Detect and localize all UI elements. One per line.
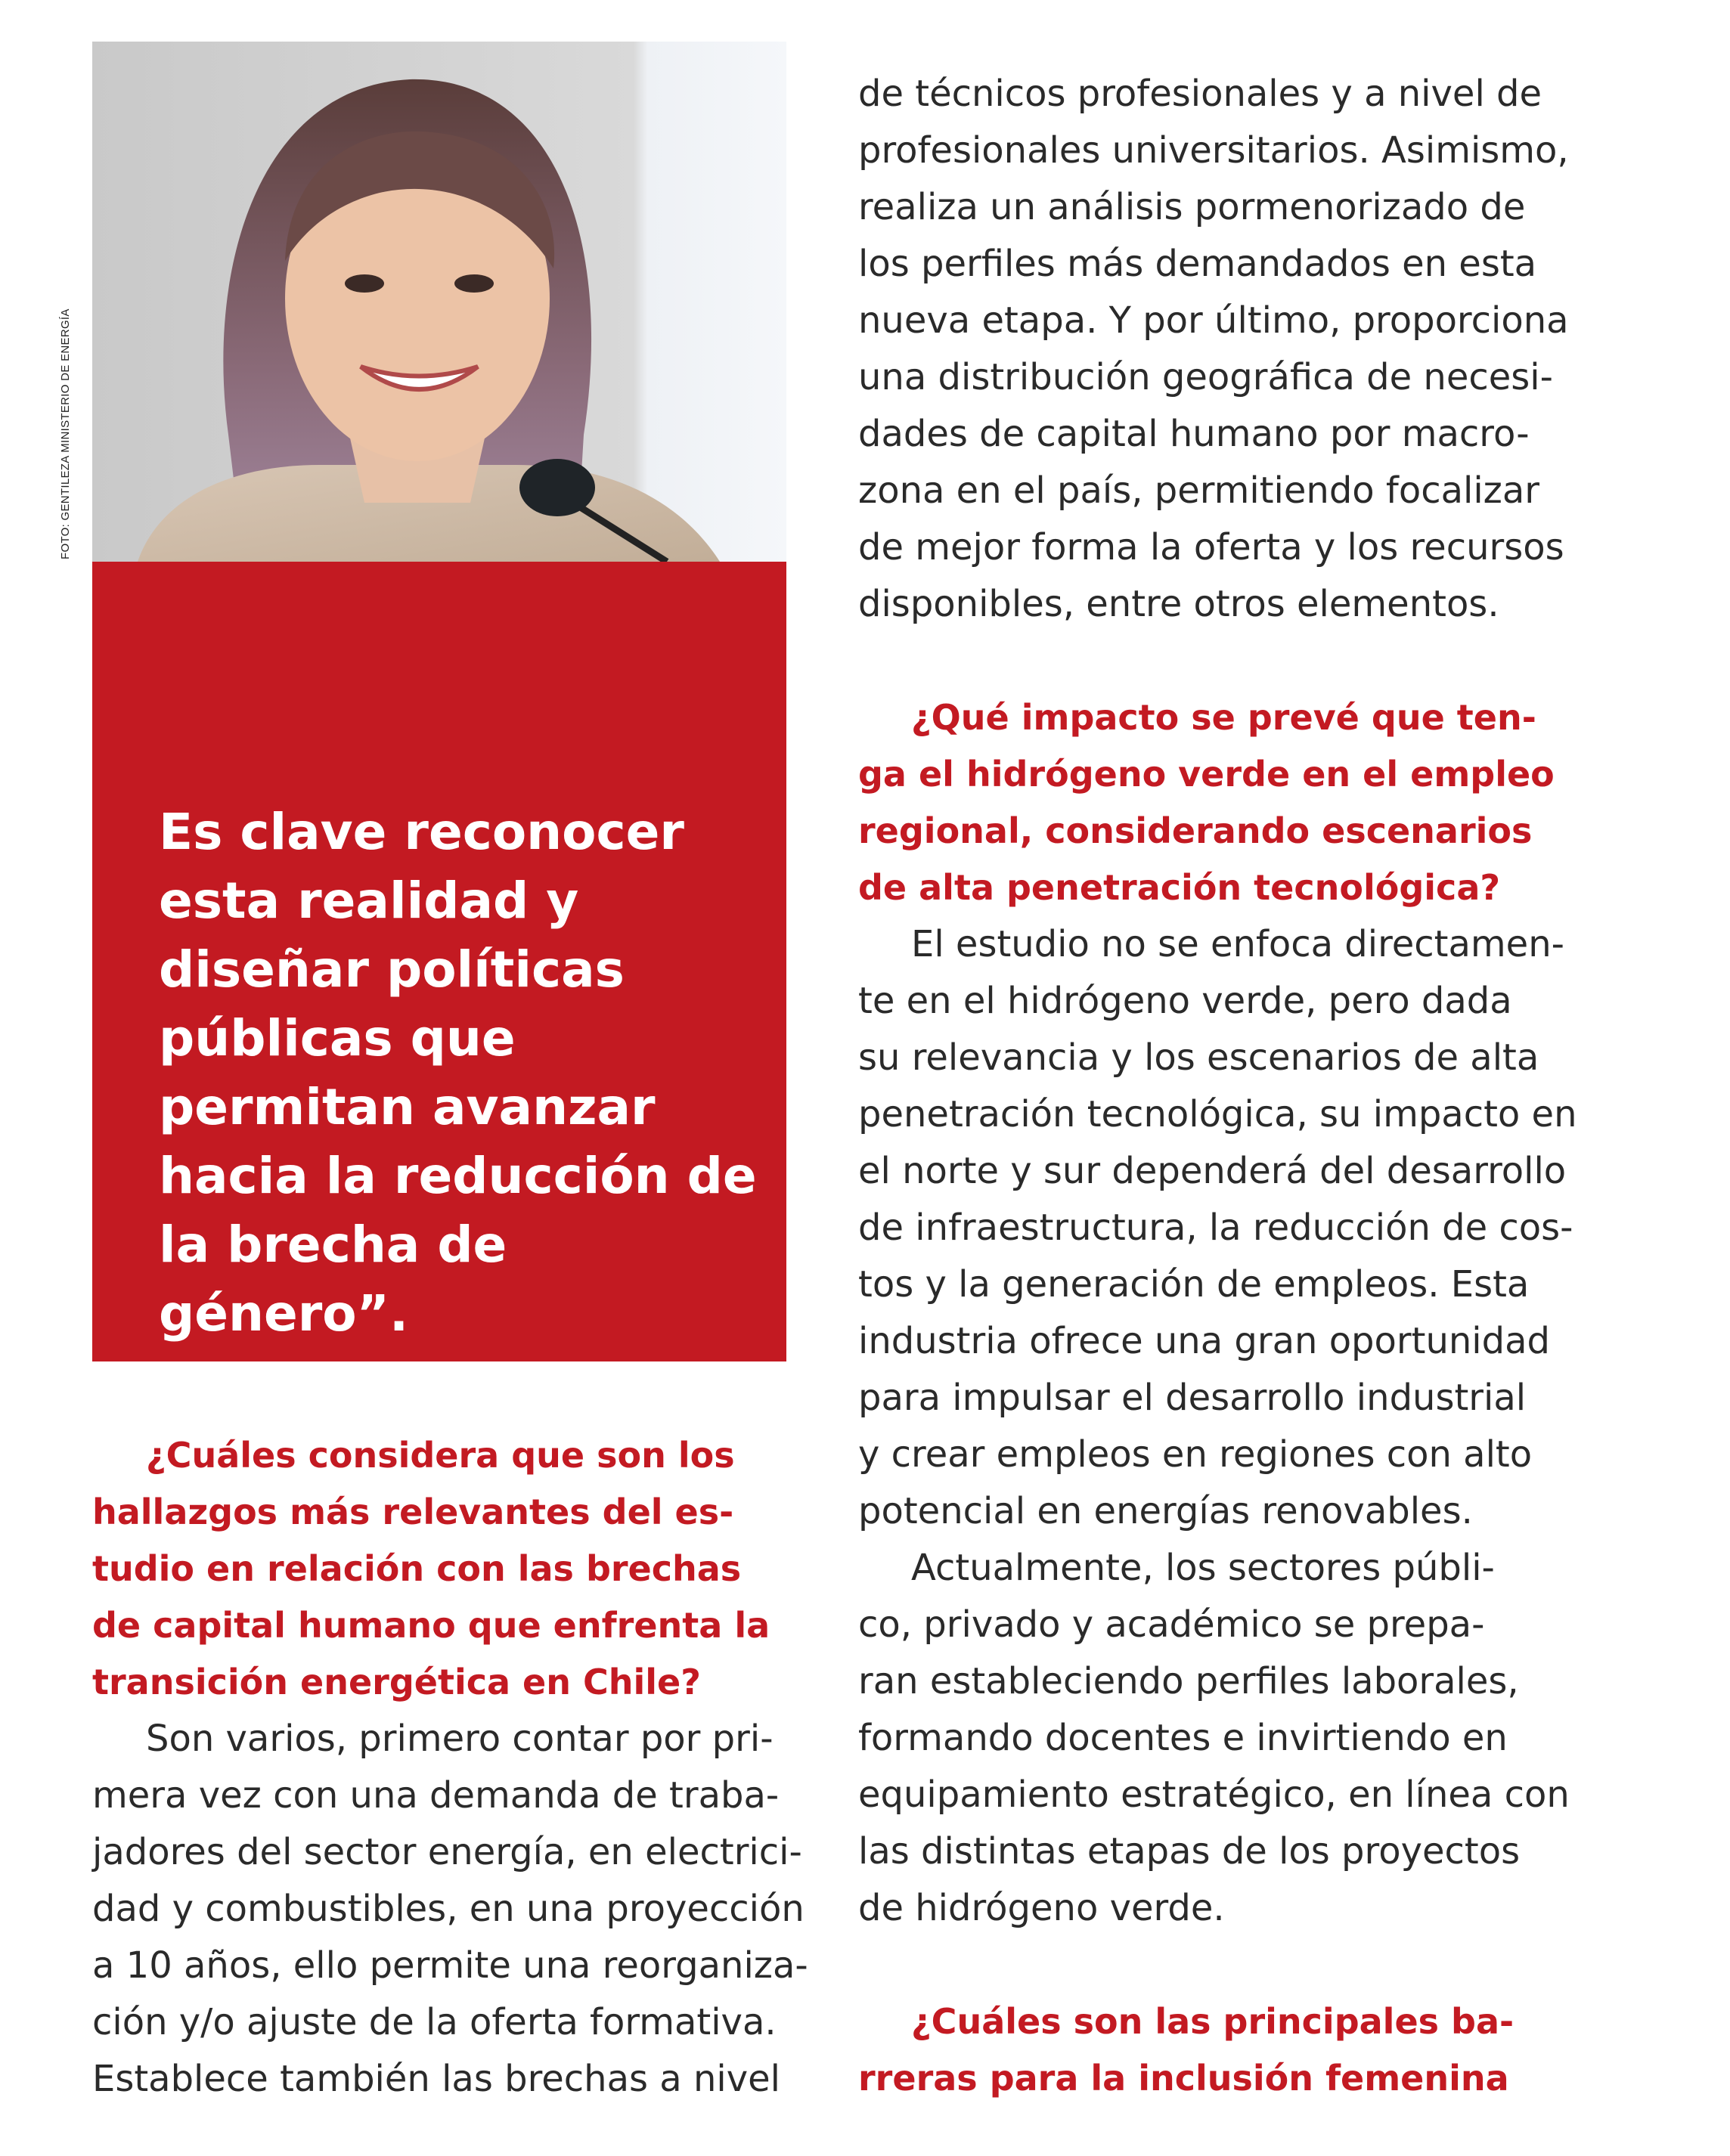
paragraph-1-line: una distribución geográfica de necesi-: [858, 356, 1553, 398]
question-2-line: de alta penetración tecnológica?: [858, 867, 1501, 908]
answer-2-line: su relevancia y los escenarios de alta: [858, 1036, 1539, 1079]
answer-2-line: de infraestructura, la reducción de cos-: [858, 1207, 1573, 1249]
portrait-photo: [92, 42, 786, 562]
answer-2-line: penetración tecnológica, su impacto en: [858, 1093, 1577, 1135]
question-2-line: ga el hidrógeno verde en el empleo: [858, 754, 1555, 795]
answer-2-line: y crear empleos en regiones con alto: [858, 1433, 1533, 1476]
paragraph-1-line: dades de capital humano por macro-: [858, 413, 1530, 455]
answer-2-line: industria ofrece una gran oportunidad: [858, 1320, 1550, 1362]
paragraph-1-line: disponibles, entre otros elementos.: [858, 583, 1499, 625]
paragraph-1-line: los perfiles más demandados en esta: [858, 243, 1537, 285]
question-1-line: ¿Cuáles considera que son los: [146, 1435, 735, 1476]
question-3-line: ¿Cuáles son las principales ba-: [911, 2001, 1515, 2042]
answer-1-line: a 10 años, ello permite una reorganiza-: [92, 1944, 808, 1987]
answer-1-line: Establece también las brechas a nivel: [92, 2058, 780, 2100]
answer-1-line: dad y combustibles, en una proyección: [92, 1888, 805, 1930]
question-1-line: transición energética en Chile?: [92, 1662, 701, 1702]
answer-1-line: Son varios, primero contar por pri-: [146, 1718, 774, 1760]
answer-2-line: El estudio no se enfoca directamen-: [911, 923, 1564, 965]
portrait-illustration: [92, 42, 786, 562]
answer-2-line: para impulsar el desarrollo industrial: [858, 1377, 1527, 1419]
answer-3-line: las distintas etapas de los proyectos: [858, 1830, 1521, 1873]
answer-2-line: te en el hidrógeno verde, pero dada: [858, 980, 1512, 1022]
answer-3-line: de hidrógeno verde.: [858, 1887, 1225, 1929]
paragraph-1-line: profesionales universitarios. Asimismo,: [858, 129, 1569, 172]
answer-3-line: co, privado y académico se prepa-: [858, 1603, 1485, 1646]
answer-3-line: formando docentes e invirtiendo en: [858, 1717, 1508, 1759]
question-2-line: regional, considerando escenarios: [858, 810, 1533, 851]
answer-1-line: ción y/o ajuste de la oferta formativa.: [92, 2001, 777, 2043]
answer-2-line: potencial en energías renovables.: [858, 1490, 1473, 1532]
pull-quote-text: Es clave reconocer esta realidad y diseñar políticas públicas que permitan avanzar hacia la reducción de la brecha de género”.: [159, 803, 757, 1343]
answer-3-line: ran estableciendo perfiles laborales,: [858, 1660, 1519, 1702]
photo-credit: FOTO: GENTILEZA MINISTERIO DE ENERGÍA: [59, 308, 72, 559]
answer-2-line: el norte y sur dependerá del desarrollo: [858, 1150, 1567, 1192]
paragraph-1-line: de mejor forma la oferta y los recursos: [858, 526, 1564, 568]
answer-1-line: mera vez con una demanda de traba-: [92, 1774, 780, 1817]
question-1-line: tudio en relación con las brechas: [92, 1548, 742, 1589]
paragraph-1-line: nueva etapa. Y por último, proporciona: [858, 299, 1569, 342]
question-1-line: de capital humano que enfrenta la: [92, 1605, 770, 1646]
paragraph-1-line: realiza un análisis pormenorizado de: [858, 186, 1526, 228]
paragraph-1-line: de técnicos profesionales y a nivel de: [858, 73, 1542, 115]
answer-3-line: Actualmente, los sectores públi-: [911, 1547, 1495, 1589]
answer-1-line: jadores del sector energía, en electrici-: [92, 1831, 802, 1873]
answer-3-line: equipamiento estratégico, en línea con: [858, 1773, 1570, 1816]
paragraph-1-line: zona en el país, permitiendo focalizar: [858, 469, 1540, 512]
pull-quote-box: [92, 562, 786, 1361]
answer-2-line: tos y la generación de empleos. Esta: [858, 1263, 1530, 1306]
question-3-line: rreras para la inclusión femenina: [858, 2058, 1509, 2099]
question-1-line: hallazgos más relevantes del es-: [92, 1492, 734, 1532]
question-2-line: ¿Qué impacto se prevé que ten-: [911, 697, 1536, 738]
